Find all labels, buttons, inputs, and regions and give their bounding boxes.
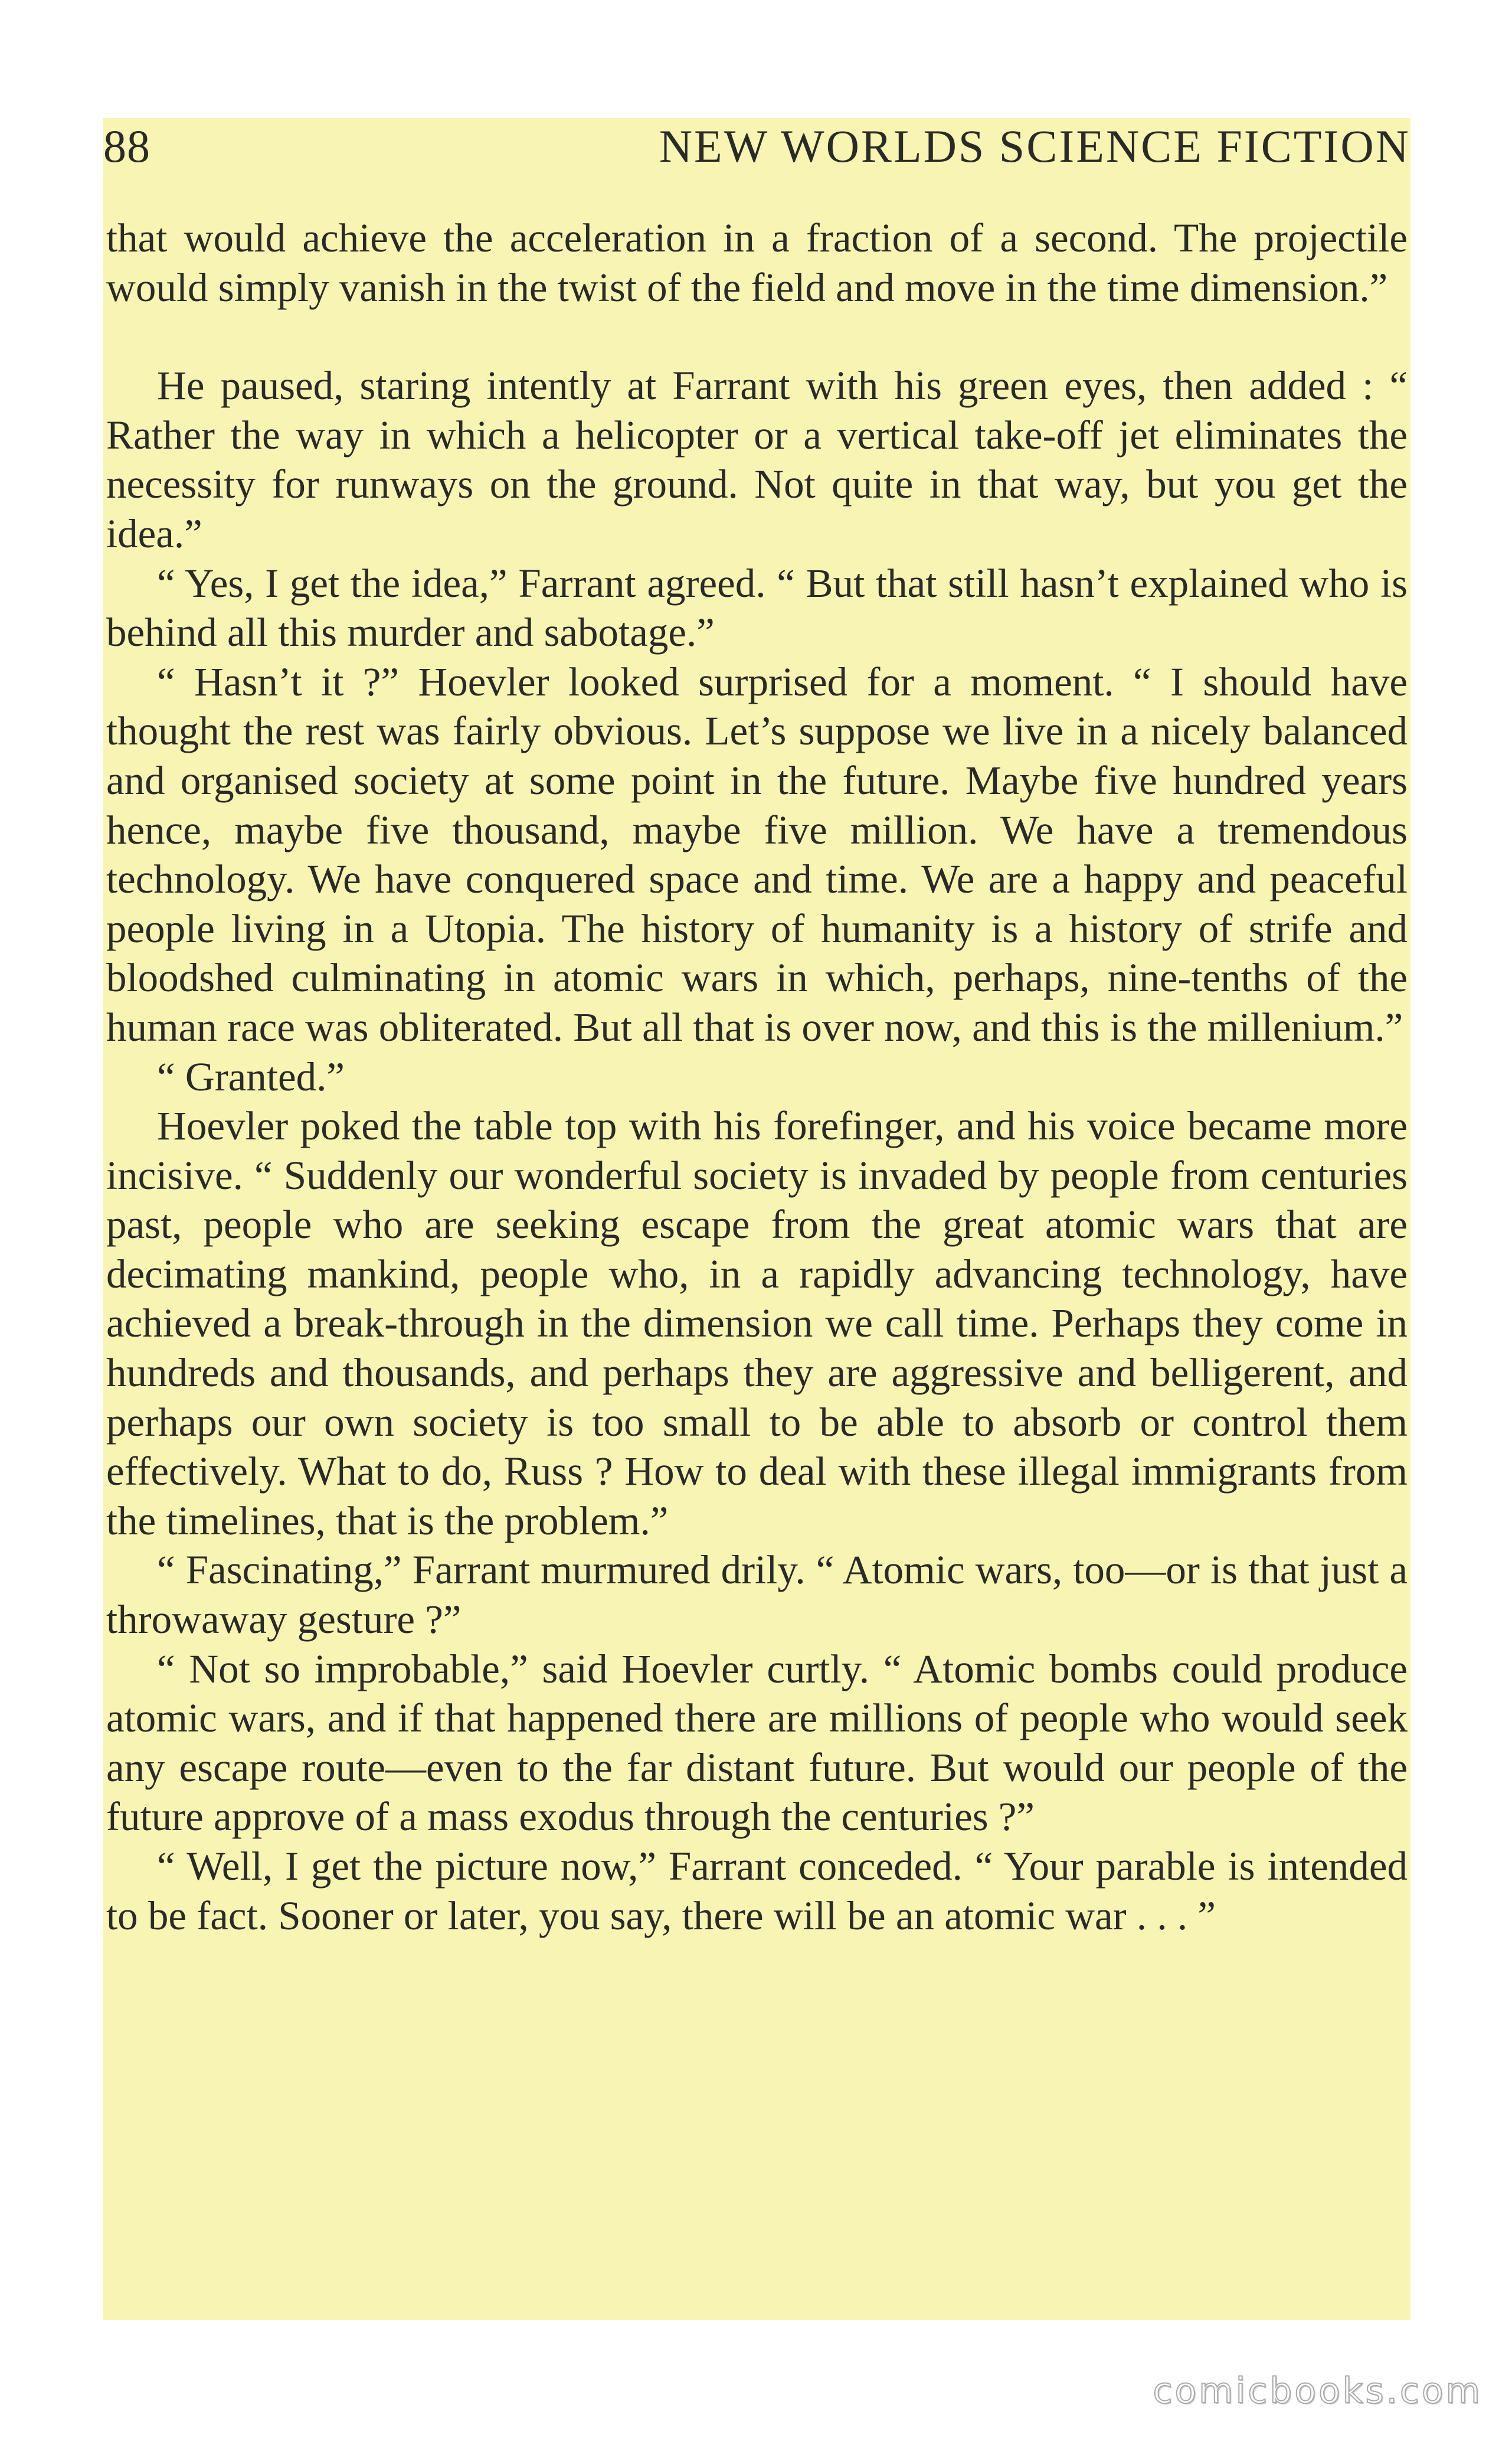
paragraph: “ Yes, I get the idea,” Farrant agreed. “ But that still hasn’t explained who is behind all this murder and sabotage.” [106,560,1408,655]
paragraph-continuation: that would achieve the acceleration in a fraction of a second. The projectile would simply vanish in the twist of the field and move in the time dimension.” [106,215,1408,310]
paragraph: “ Not so improbable,” said Hoevler curtly. “ Atomic bombs could produce atomic wars, and if that happened there are millions of people who would seek any escape route—even to the far distant future. But would our people of the future approve of a mass exodus through the centuries ?” [106,1646,1408,1840]
paragraph: “ Hasn’t it ?” Hoevler looked surprised for a moment. “ I should have thought the rest was fairly obvious. Let’s suppose we live in a nicely balanced and organised society at some point in the future. Maybe five hundred years hence, maybe five thousand, maybe five million. We have a tremendous technology. We have conquered space and time. We are a happy and peaceful people living in a Utopia. The history of humanity is a history of strife and bloodshed culminating in atomic wars in which, perhaps, nine-tenths of the human race was obliterated. But all that is over now, and this is the millenium.” [106,659,1408,1050]
paragraph: “ Granted.” [157,1054,345,1099]
page-number: 88 [103,120,150,172]
paragraph: “ Fascinating,” Farrant murmured drily. “ Atomic wars, too—or is that just a throwaway gesture ?” [106,1547,1408,1642]
body-text [106,214,1408,1941]
paragraph: He paused, staring intently at Farrant with his green eyes, then added : “ Rather the way in which a helicopter or a vertical take-off jet eliminates the necessity for runways on the ground. Not quite in that way, but you get the idea.” [106,363,1408,556]
paragraph: “ Well, I get the picture now,” Farrant conceded. “ Your parable is intended to be fact. Sooner or later, you say, there will be an atomic war . . . ” [106,1844,1408,1938]
paragraph: Hoevler poked the table top with his forefinger, and his voice became more incisive. “ Suddenly our wonderful society is invaded by people from centuries past, people who are seeking escape from the great atomic wars that are decimating mankind, people who, in a rapidly advancing technology, have achieved a break-through in the dimension we call time. Perhaps they come in hundreds and thousands, and perhaps they are aggressive and belligerent, and perhaps our own society is too small to be able to absorb or control them effectively. What to do, Russ ? How to deal with these illegal immigrants from the timelines, that is the problem.” [106,1103,1408,1543]
running-head [103,117,1410,176]
watermark-logo: comicbooks.com [1153,2370,1482,2412]
journal-title: NEW WORLDS SCIENCE FICTION [659,120,1410,172]
